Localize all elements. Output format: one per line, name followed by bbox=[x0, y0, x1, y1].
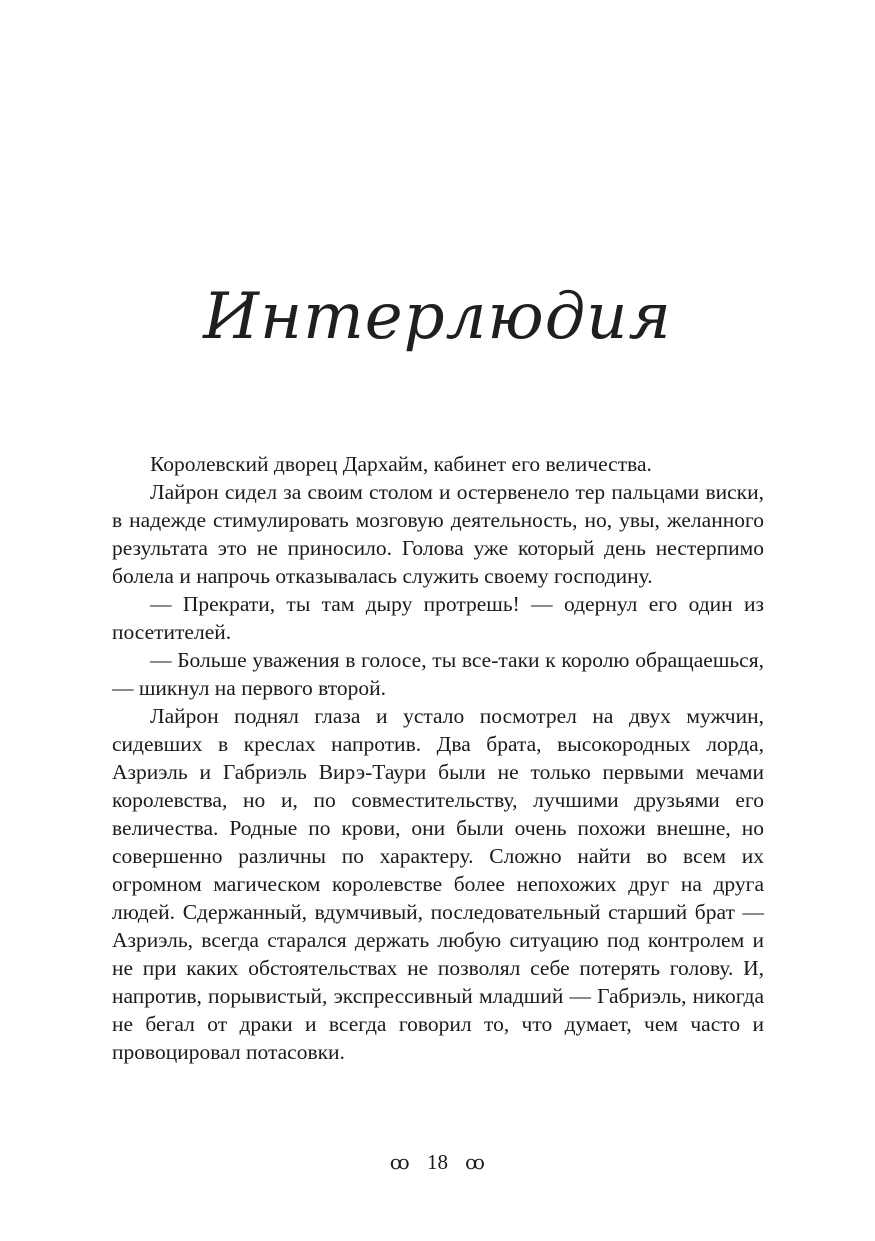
body-text bbox=[112, 450, 764, 1066]
paragraph: Лайрон поднял глаза и устало посмотрел на двух мужчин, сидевших в креслах напротив. Два брата, высокородных лорда, Азриэль и Габриэль Вирэ-Таури были не только первыми мечами королевства, но и, по совместительству, лучшими друзьями его величества. Родные по крови, они были очень похожи внешне, но совершенно различны по характеру. Сложно найти во всем их огромном магическом королевстве более непохожих друг на друга людей. Сдержанный, вдумчивый, последовательный старший брат — Азриэль, всегда старался держать любую ситуацию под контролем и не при каких обстоятельствах не позволял себе потерять голову. И, напротив, порывистый, экспрессивный младший — Габриэль, никогда не бегал от драки и всегда говорил то, что думает, чем часто и провоцировал потасовки. bbox=[112, 704, 764, 1064]
page-number: 18 bbox=[427, 1150, 448, 1174]
ornament-left-icon: ꝏ bbox=[389, 1152, 410, 1174]
paragraph: — Прекрати, ты там дыру протрешь! — одернул его один из посетителей. bbox=[112, 592, 764, 644]
ornament-right-icon: ꝏ bbox=[465, 1152, 486, 1174]
chapter-title: Интерлюдия bbox=[203, 280, 672, 354]
paragraph: Королевский дворец Дархайм, кабинет его величества. bbox=[150, 452, 652, 476]
page-footer bbox=[0, 1148, 875, 1177]
paragraph: — Больше уважения в голосе, ты все-таки к королю обращаешься, — шикнул на первого второй. bbox=[112, 648, 764, 700]
paragraph: Лайрон сидел за своим столом и остервенело тер пальцами виски, в надежде стимулировать мозговую деятельность, но, увы, желанного результата это не приносило. Голова уже который день нестерпимо болела и напрочь отказывалась служить своему господину. bbox=[112, 480, 764, 588]
